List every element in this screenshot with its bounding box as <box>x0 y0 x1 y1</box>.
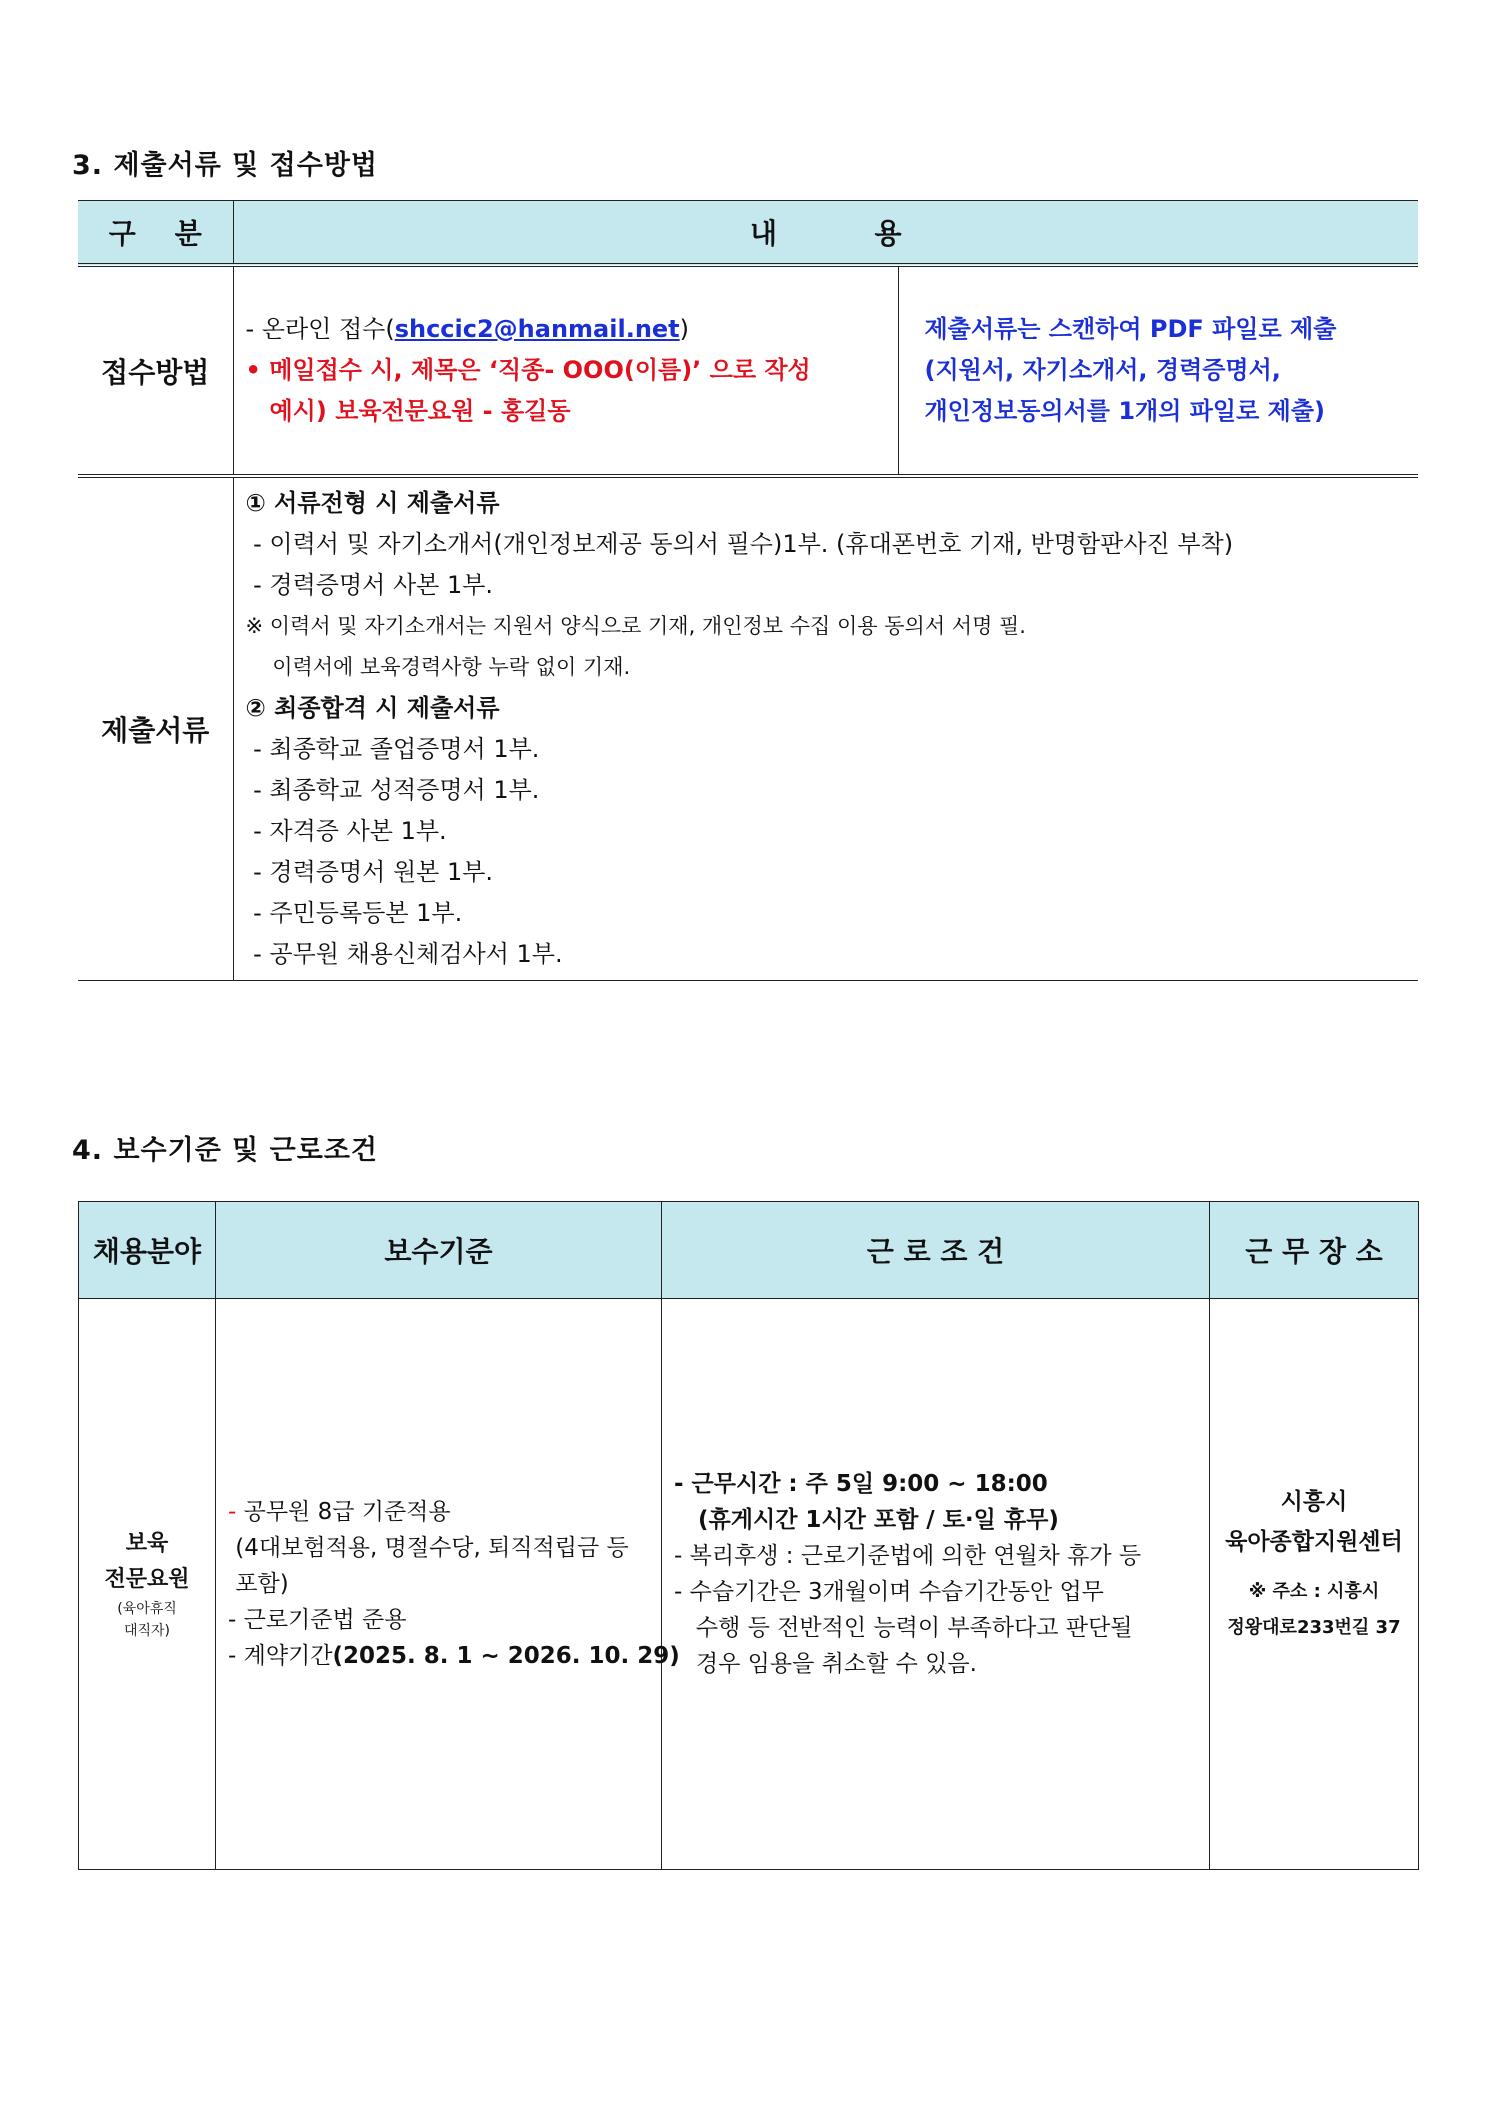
online-receipt-suffix: ) <box>679 315 690 343</box>
list-item: - 공무원 채용신체검사서 1부. <box>245 940 563 968</box>
location-line2: 육아종합지원센터 <box>1225 1529 1403 1555</box>
location-line1: 시흥시 <box>1280 1489 1348 1515</box>
section3-title: 3. 제출서류 및 접수방법 <box>72 150 378 181</box>
pay-cell <box>216 1299 680 1870</box>
pay-item1-detail: (4대보험적용, 명절수당, 퇴직적립금 등 <box>228 1535 629 1561</box>
note-line: 이력서에 보육경력사항 누락 없이 기재. <box>245 655 631 679</box>
dash-marker: - <box>228 1499 237 1525</box>
pay-conditions-table <box>78 1201 1419 1870</box>
list-item: - 주민등록등본 1부. <box>245 899 463 927</box>
header-pay: 보수기준 <box>216 1202 662 1299</box>
mail-subject-note: 메일접수 시, 제목은 ‘직종- OOO(이름)’ 으로 작성 <box>269 356 811 384</box>
pay-item2: - 근로기준법 준용 <box>228 1607 407 1633</box>
welfare: - 복리후생 : 근로기준법에 의한 연월차 휴가 등 <box>674 1543 1142 1569</box>
field-line2: 전문요원 <box>104 1567 190 1592</box>
receipt-method-content <box>233 265 898 476</box>
documents-content <box>233 476 1418 981</box>
bullet-icon: • <box>245 356 261 384</box>
field-line1: 보육 <box>125 1531 169 1556</box>
header-location: 근 무 장 소 <box>1210 1202 1419 1299</box>
receipt-note-line: (지원서, 자기소개서, 경력증명서, <box>924 356 1281 384</box>
documents-label: 제출서류 <box>78 476 233 981</box>
receipt-note-line: 개인정보동의서를 1개의 파일로 제출) <box>924 397 1325 425</box>
receipt-note-line: 제출서류는 스캔하여 PDF 파일로 제출 <box>924 315 1337 343</box>
field-cell <box>79 1299 216 1870</box>
email-link[interactable]: shccic2@hanmail.net <box>394 315 680 343</box>
note-line: ※ 이력서 및 자기소개서는 지원서 양식으로 기재, 개인정보 수집 이용 동의서 서명 필. <box>245 614 1026 638</box>
field-sub2: 대직자) <box>123 1623 171 1639</box>
final-stage-title: ② 최종합격 시 제출서류 <box>245 694 500 722</box>
contract-period: (2025. 8. 1 ~ 2026. 10. 29) <box>332 1643 680 1669</box>
header-field: 채용분야 <box>79 1202 216 1299</box>
receipt-note <box>898 265 1418 476</box>
list-item: - 최종학교 졸업증명서 1부. <box>245 735 540 763</box>
header-category: 구 분 <box>78 201 233 266</box>
probation-line: - 수습기간은 3개월이며 수습기간동안 업무 <box>674 1579 1104 1605</box>
pay-item3-label: - 계약기간 <box>228 1643 333 1669</box>
online-receipt-text: - 온라인 접수( <box>245 315 395 343</box>
location-cell <box>1210 1299 1419 1870</box>
work-hours-detail: (휴게시간 1시간 포함 / 토·일 휴무) <box>674 1507 1059 1533</box>
list-item: - 이력서 및 자기소개서(개인정보제공 동의서 필수)1부. (휴대폰번호 기재, 반명함판사진 부착) <box>245 530 1234 558</box>
conditions-cell <box>662 1299 1210 1870</box>
list-item: - 최종학교 성적증명서 1부. <box>245 776 540 804</box>
header-content: 내 용 <box>233 201 1418 266</box>
list-item: - 자격증 사본 1부. <box>245 817 447 845</box>
address-line: ※ 주소 : 시흥시 <box>1248 1581 1380 1602</box>
mail-subject-example: 예시) 보육전문요원 - 홍길동 <box>269 397 571 425</box>
section4-title: 4. 보수기준 및 근로조건 <box>72 1135 378 1166</box>
address-line: 정왕대로233번길 37 <box>1227 1617 1401 1638</box>
pay-item1-detail2: 포함) <box>228 1571 289 1597</box>
list-item: - 경력증명서 원본 1부. <box>245 858 494 886</box>
header-conditions: 근 로 조 건 <box>662 1202 1210 1299</box>
list-item: - 경력증명서 사본 1부. <box>245 571 494 599</box>
probation-line: 경우 임용을 취소할 수 있음. <box>674 1651 977 1677</box>
submission-table <box>78 200 1418 981</box>
probation-line: 수행 등 전반적인 능력이 부족하다고 판단될 <box>674 1615 1133 1641</box>
pay-item1: 공무원 8급 기준적용 <box>236 1499 451 1525</box>
receipt-method-label: 접수방법 <box>78 265 233 476</box>
work-hours: - 근무시간 : 주 5일 9:00 ~ 18:00 <box>674 1471 1048 1497</box>
field-sub1: (육아휴직 <box>117 1601 177 1617</box>
doc-stage-title: ① 서류전형 시 제출서류 <box>245 489 500 517</box>
